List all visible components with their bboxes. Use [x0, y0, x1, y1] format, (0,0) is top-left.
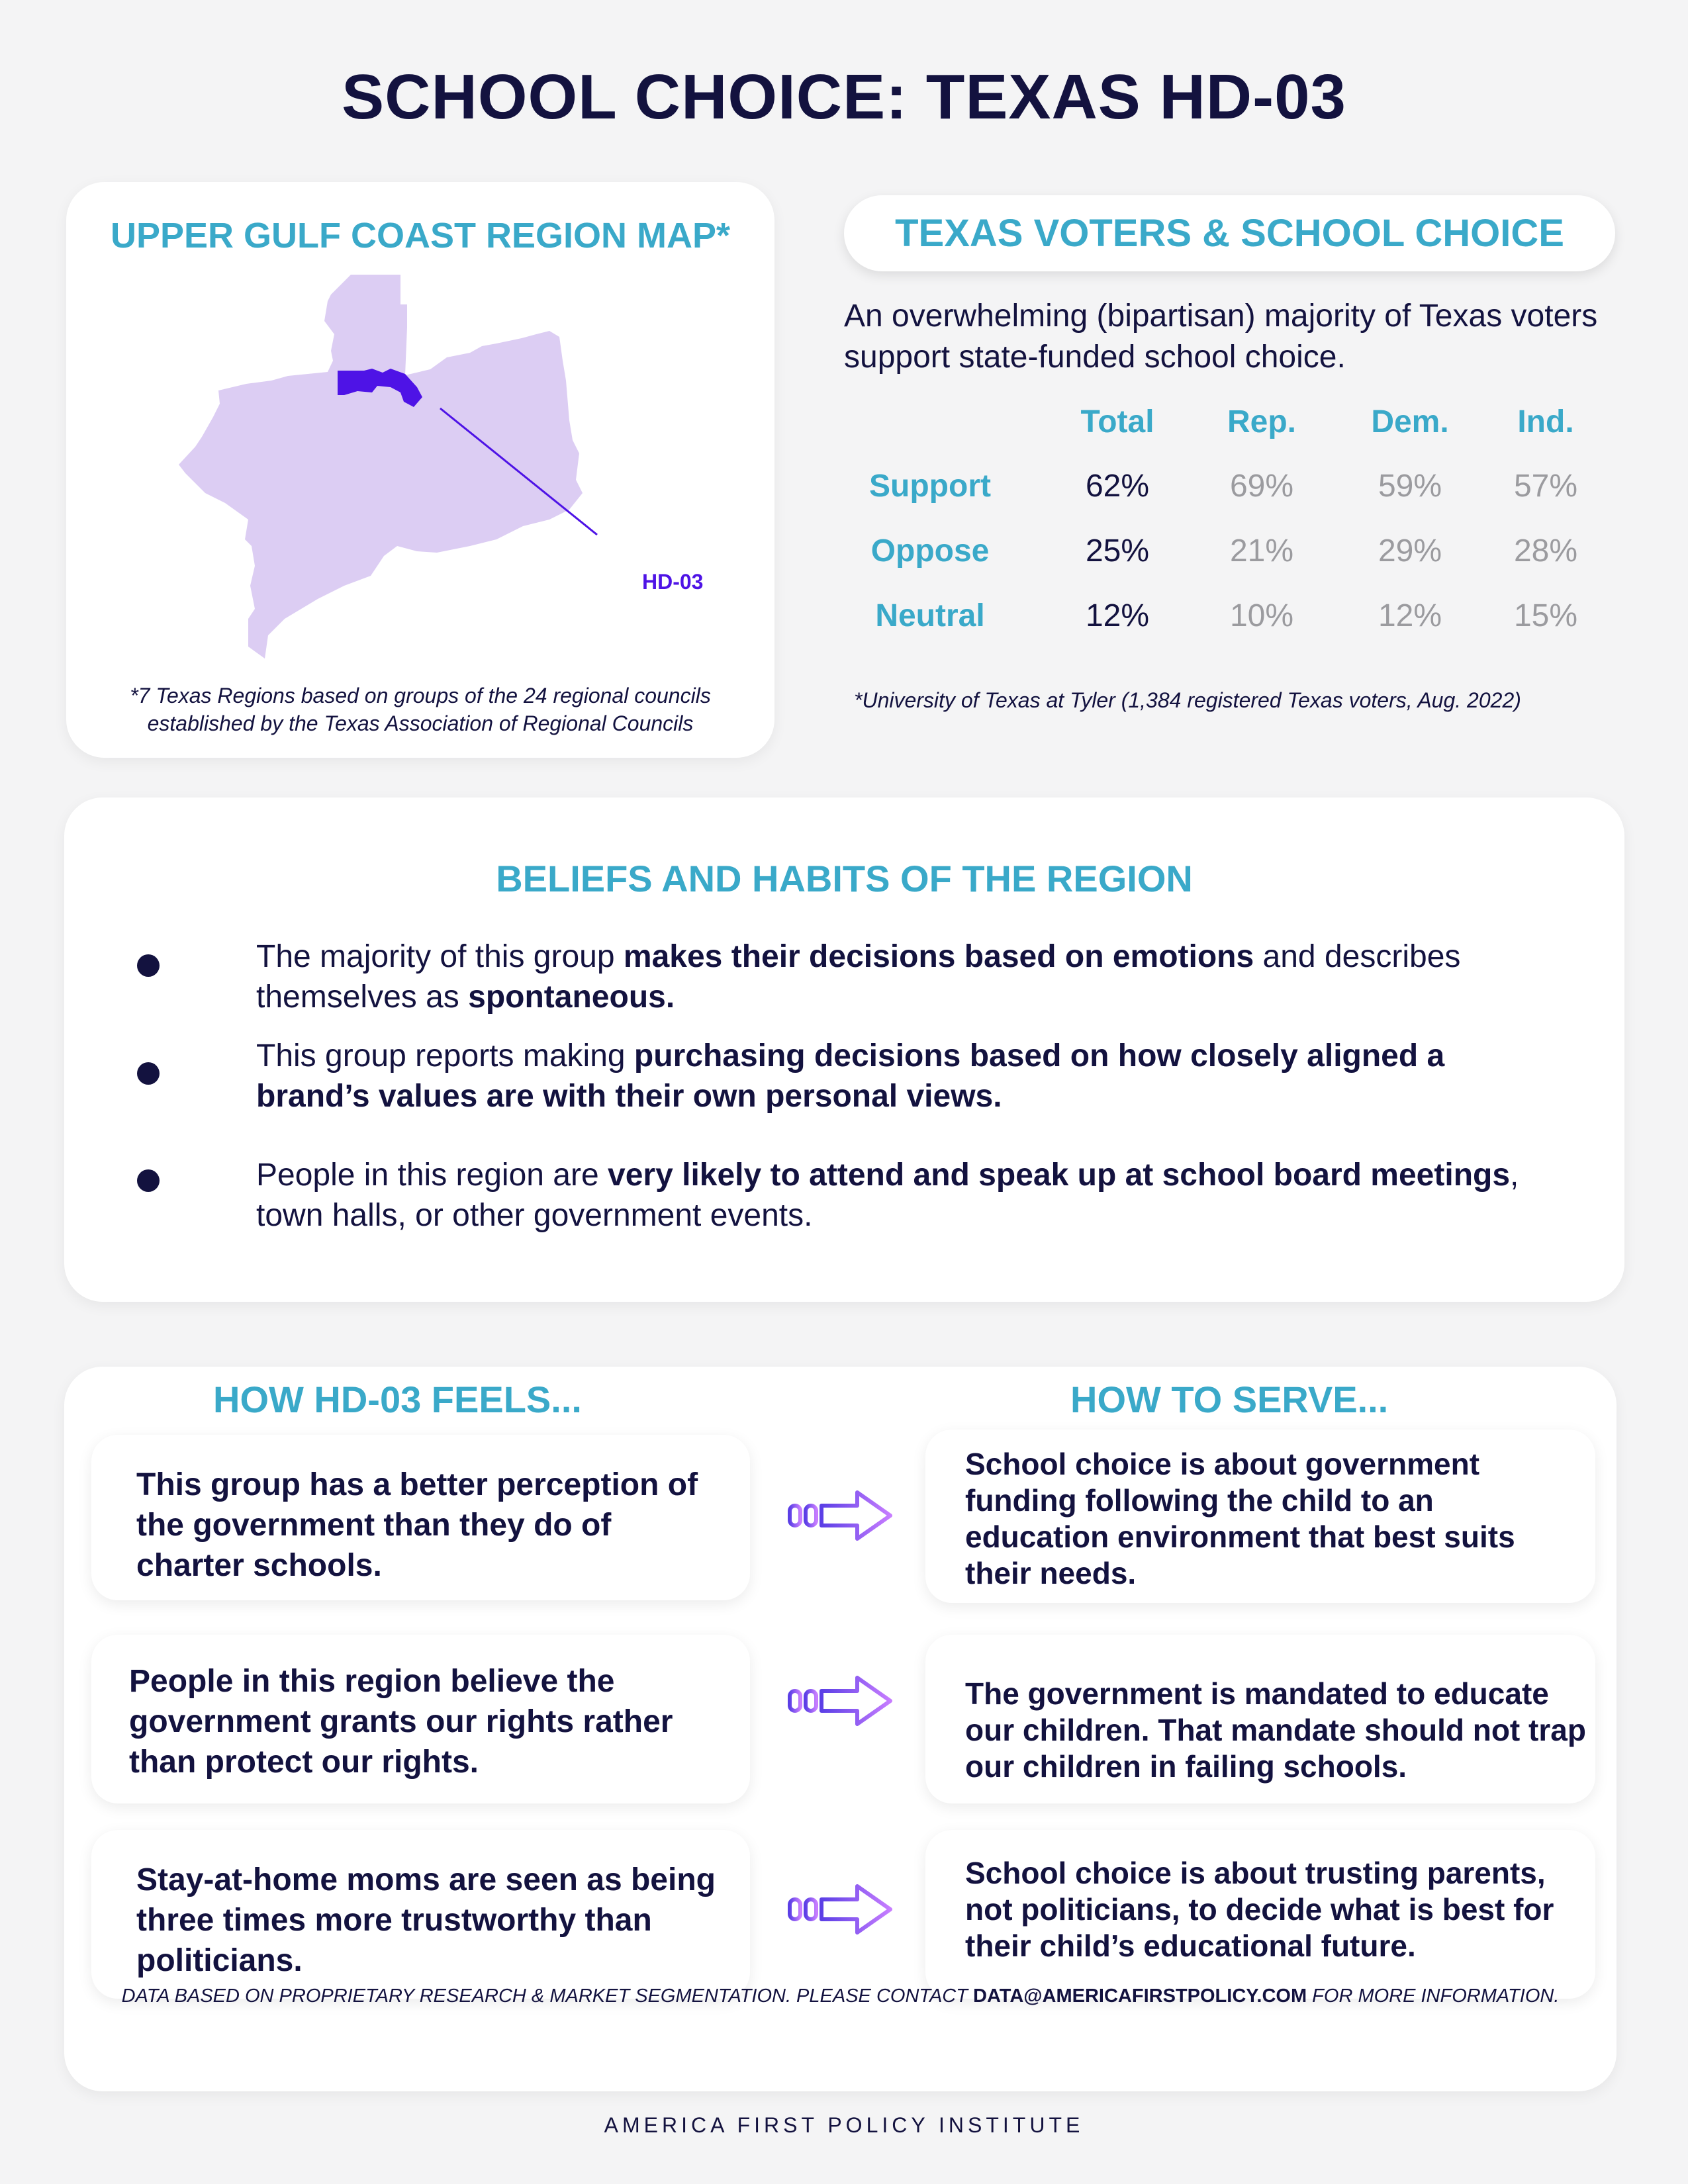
beliefs-title: BELIEFS AND HABITS OF THE REGION	[496, 858, 1193, 899]
footer-organization: AMERICA FIRST POLICY INSTITUTE	[604, 2113, 1084, 2137]
column-header-total: Total	[1080, 404, 1154, 439]
serve-bubble	[925, 1430, 1595, 1603]
belief-text-bold: spontaneous.	[468, 979, 675, 1015]
belief-text	[256, 1036, 1554, 1116]
page-title: SCHOOL CHOICE: TEXAS HD-03	[342, 62, 1346, 132]
column-header-rep: Rep.	[1227, 404, 1296, 439]
feels-text: People in this region believe the government grants our rights rather than protect our rights.	[129, 1664, 673, 1780]
region-shape	[179, 275, 583, 659]
feels-bubble	[91, 1435, 750, 1600]
row-label-support: Support	[869, 469, 991, 504]
belief-text-plain: and describes themselves as	[256, 939, 1461, 1015]
belief-text	[256, 1155, 1554, 1236]
cell-support-rep: 69%	[1229, 469, 1294, 504]
map-footnote-line1: *7 Texas Regions based on groups of the 24 regional councils	[130, 684, 711, 707]
belief-text	[256, 936, 1554, 1017]
cell-oppose-dem: 29%	[1378, 533, 1442, 569]
poll-source: *University of Texas at Tyler (1,384 registered Texas voters, Aug. 2022)	[854, 688, 1521, 712]
bullet-dot	[137, 954, 160, 977]
region-map-card	[66, 182, 774, 758]
voters-heading-pill: TEXAS VOTERS & SCHOOL CHOICE	[844, 195, 1615, 271]
column-header-dem: Dem.	[1371, 404, 1449, 439]
cell-support-dem: 59%	[1378, 469, 1442, 504]
belief-text-bold: very likely to attend and speak up at school board meetings	[608, 1158, 1511, 1193]
serve-bubble	[925, 1635, 1595, 1803]
cell-support-total: 62%	[1085, 469, 1150, 504]
belief-text-plain: This group reports making	[256, 1038, 634, 1073]
row-label-oppose: Oppose	[870, 533, 990, 569]
cell-oppose-ind: 28%	[1513, 533, 1578, 569]
map-title: UPPER GULF COAST REGION MAP*	[110, 216, 731, 255]
bullet-dot	[137, 1169, 160, 1192]
feels-bubble	[91, 1635, 750, 1803]
cell-neutral-dem: 12%	[1378, 598, 1442, 633]
belief-text-plain: The majority of this group	[256, 939, 624, 974]
belief-item	[137, 1036, 1540, 1122]
beliefs-card	[64, 797, 1624, 1302]
feels-text: Stay-at-home moms are seen as being three times more trustworthy than politicians.	[136, 1862, 716, 1978]
map-footnote	[93, 682, 748, 737]
cell-oppose-total: 25%	[1085, 533, 1150, 569]
serve-title: HOW TO SERVE...	[1070, 1379, 1389, 1420]
serve-text: School choice is about trusting parents, not politicians, to decide what is best for their child’s educational future.	[965, 1856, 1554, 1963]
arrow-right-icon	[784, 1880, 897, 1939]
belief-text-plain: People in this region are	[256, 1158, 608, 1193]
bullet-dot	[137, 1062, 160, 1085]
map-footnote-line2: established by the Texas Association of Regional Councils	[147, 711, 694, 735]
belief-item	[137, 1155, 1540, 1241]
arrow-right-icon	[784, 1486, 897, 1545]
poll-table	[844, 404, 1625, 655]
voters-intro: An overwhelming (bipartisan) majority of Texas voters support state-funded school choice.	[844, 298, 1598, 375]
belief-text-plain: , town halls, or other government events.	[256, 1158, 1519, 1233]
feels-bubble	[91, 1830, 750, 1999]
serve-text: School choice is about government funding following the child to an education environment that best suits their needs.	[965, 1447, 1515, 1590]
district-label: HD-03	[642, 570, 704, 594]
column-header-ind: Ind.	[1517, 404, 1574, 439]
cell-oppose-rep: 21%	[1229, 533, 1294, 569]
feels-text: This group has a better perception of the government than they do of charter schools.	[136, 1467, 698, 1583]
region-map	[66, 275, 774, 672]
belief-text-bold: makes their decisions based on emotions	[623, 939, 1254, 974]
note-text-post: FOR MORE INFORMATION.	[1307, 1985, 1560, 2007]
feels-title: HOW HD-03 FEELS...	[213, 1379, 582, 1420]
serve-bubble	[925, 1830, 1595, 1999]
contact-email[interactable]: DATA@AMERICAFIRSTPOLICY.COM	[973, 1985, 1307, 2007]
belief-item	[137, 936, 1540, 1023]
arrow-right-icon	[784, 1671, 897, 1731]
belief-text-bold: purchasing decisions based on how closely aligned a brand’s values are with their own personal views.	[256, 1038, 1445, 1114]
cell-support-ind: 57%	[1513, 469, 1578, 504]
serve-text: The government is mandated to educate our children. That mandate should not trap our children in failing schools.	[965, 1676, 1586, 1784]
cell-neutral-ind: 15%	[1513, 598, 1578, 633]
note-text-pre: DATA BASED ON PROPRIETARY RESEARCH & MARKET SEGMENTATION. PLEASE CONTACT	[121, 1985, 974, 2007]
cell-neutral-total: 12%	[1085, 598, 1150, 633]
cell-neutral-rep: 10%	[1229, 598, 1294, 633]
data-contact-note	[64, 1985, 1617, 2007]
row-label-neutral: Neutral	[875, 598, 985, 633]
